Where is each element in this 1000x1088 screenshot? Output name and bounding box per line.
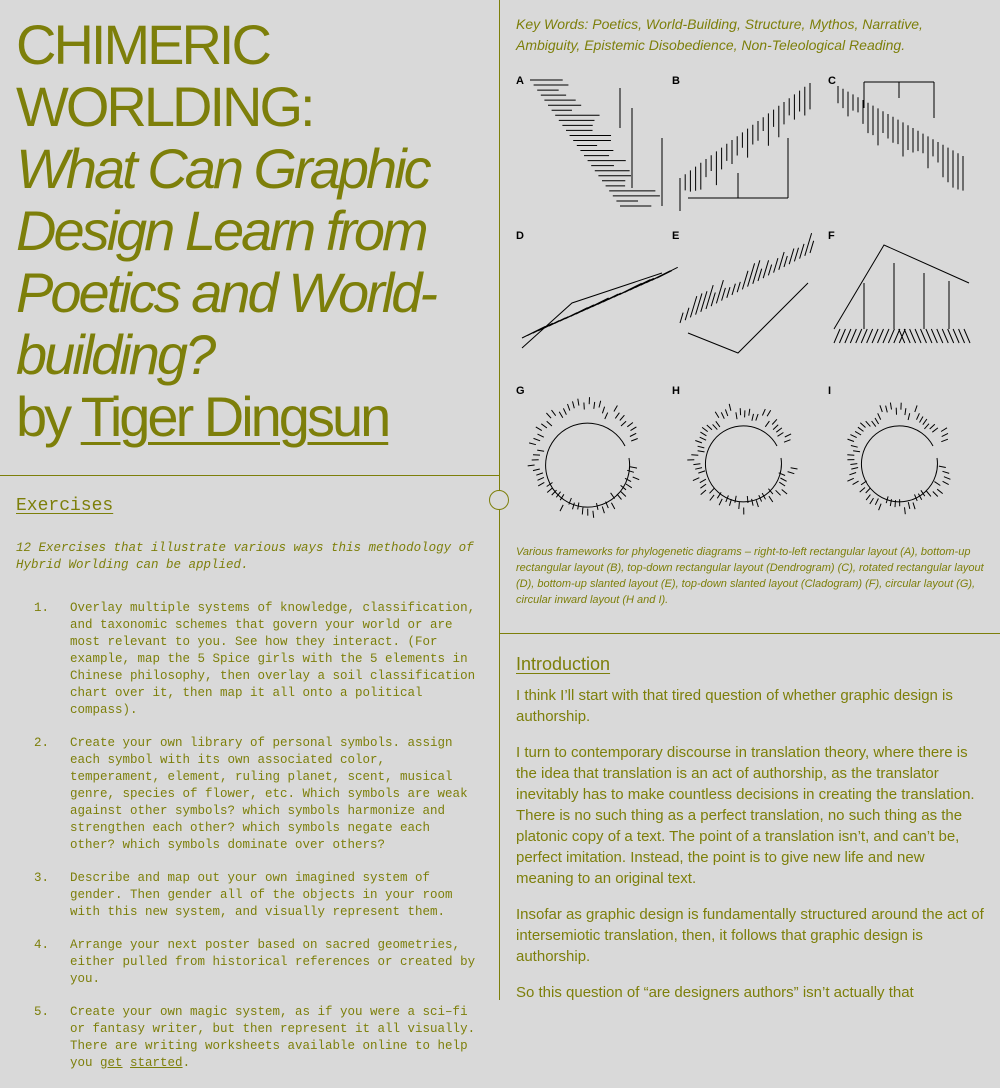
tree-lines <box>680 233 814 353</box>
keywords: Key Words: Poetics, World-Building, Structure, Mythos, Narrative, Ambiguity, Epistemic Disobedience, Non-Teleological Reading. <box>516 16 923 53</box>
exercise-number: 4. <box>34 938 50 952</box>
exercise-text <box>70 1004 480 1072</box>
tree-panel <box>672 75 810 211</box>
panel-label: F <box>828 230 835 242</box>
introduction-section <box>516 654 986 1018</box>
tree-lines <box>834 245 970 343</box>
exercise-number: 1. <box>34 601 50 615</box>
phylogenetic-diagrams-figure <box>512 68 992 538</box>
tree-panel <box>672 230 814 353</box>
panel-label: G <box>516 385 525 397</box>
exercise-text: Create your own library of personal symbols. assign each symbol with its own associated color, temperament, element, ruling planet, scent, musical genre, species of flower, etc. Which symbols are weak against other symbols? which symbols harmonize and strengthen each other? which symbols negate each other? which symbols dominate over others? <box>70 736 468 852</box>
title-line-5: Poetics and World- <box>16 261 436 324</box>
title-line-6: building? <box>16 323 214 386</box>
exercise-number: 2. <box>34 736 50 750</box>
panel-label: D <box>516 230 524 242</box>
exercise-text-space <box>123 1056 131 1070</box>
page-title <box>16 14 496 448</box>
panel-label: B <box>672 75 680 87</box>
exercise-text-end: . <box>182 1056 191 1070</box>
tree-panel <box>828 385 950 514</box>
title-line-2: WORLDING: <box>16 75 313 138</box>
tree-lines <box>847 403 950 515</box>
introduction-heading: Introduction <box>516 654 611 674</box>
exercise-number: 5. <box>34 1005 50 1019</box>
exercise-item <box>16 937 486 988</box>
tree-panel <box>516 385 639 518</box>
exercise-item <box>16 1004 486 1072</box>
tree-lines <box>530 80 662 206</box>
right-horizontal-divider <box>500 633 1000 634</box>
tree-lines <box>528 397 640 518</box>
divider-junction-circle <box>489 490 509 510</box>
left-horizontal-divider <box>0 475 499 476</box>
figure-caption: Various frameworks for phylogenetic diagrams – right-to-left rectangular layout (A), bottom-up rectangular layout (B), top-down rectangular layout (Dendrogram) (C), rotated rectangular layout (D), bottom-up slanted layout (E), top-down slanted layout (Cladogram) (F), circular layout (G), circular inward layout (H and I). <box>516 546 984 606</box>
tree-panel <box>828 75 963 191</box>
panel-label: I <box>828 385 832 397</box>
tree-lines <box>687 404 797 515</box>
title-line-4: Design Learn from <box>16 199 426 262</box>
exercise-text-part: Create your own magic system, as if you were a sci–fi or fantasy writer, but then represent it all visually. There are writing worksheets available online to help you <box>70 1005 476 1070</box>
get-link[interactable]: get <box>100 1056 123 1070</box>
intro-paragraph: I think I’ll start with that tired question of whether graphic design is authorship. <box>516 687 953 725</box>
exercise-text: Overlay multiple systems of knowledge, classification, and taxonomic schemes that govern your world or are most relevant to you. See how they interact. (For example, map the 5 Spice girls with the 5 elements in Chinese philosophy, then overlay a soil classification chart over it, then map it all onto a political compass). <box>70 601 476 717</box>
exercise-text: Describe and map out your own imagined system of gender. Then gender all of the objects in your room with this new system, and visually represent them. <box>70 871 453 919</box>
exercises-subtitle: 12 Exercises that illustrate various ways this methodology of Hybrid Worlding can be applied. <box>16 541 474 572</box>
byline <box>16 386 496 448</box>
exercises-list <box>16 600 486 1072</box>
tree-panel <box>516 230 678 348</box>
exercise-item <box>16 600 486 719</box>
panel-label: A <box>516 75 524 87</box>
panel-label: H <box>672 385 680 397</box>
tree-panel <box>828 230 970 343</box>
started-link[interactable]: started <box>130 1056 183 1070</box>
intro-paragraph: Insofar as graphic design is fundamentally structured around the act of intersemiotic translation, then, it follows that graphic design is authorship. <box>516 906 984 965</box>
exercise-item <box>16 735 486 854</box>
tree-panel <box>516 75 662 206</box>
intro-paragraph: I turn to contemporary discourse in translation theory, where there is the idea that translation is an act of authorship, as the translator inevitably has to make countless decisions in creating the translation. There is no such thing as a perfect translation, no such thing as the platonic copy of a text. The point of a translation isn’t, and can’t be, perfect imitation. Instead, the point is to give new life and new meaning to an original text. <box>516 744 975 887</box>
tree-lines <box>838 82 963 191</box>
tree-lines <box>680 83 810 211</box>
title-line-3: What Can Graphic <box>16 137 429 200</box>
tree-panel <box>672 385 798 515</box>
exercises-heading: Exercises <box>16 496 114 516</box>
exercise-item <box>16 870 486 921</box>
exercises-section <box>16 496 486 1088</box>
panel-label: E <box>672 230 680 242</box>
exercise-number: 3. <box>34 871 50 885</box>
panel-label: C <box>828 75 836 87</box>
tree-lines <box>522 267 678 348</box>
intro-paragraph: So this question of “are designers authors” isn’t actually that <box>516 984 914 1001</box>
title-line-1: CHIMERIC <box>16 13 269 76</box>
byline-prefix: by <box>16 385 81 448</box>
author-link[interactable]: Tiger Dingsun <box>80 385 389 448</box>
exercise-text: Arrange your next poster based on sacred geometries, either pulled from historical references or created by you. <box>70 938 476 986</box>
